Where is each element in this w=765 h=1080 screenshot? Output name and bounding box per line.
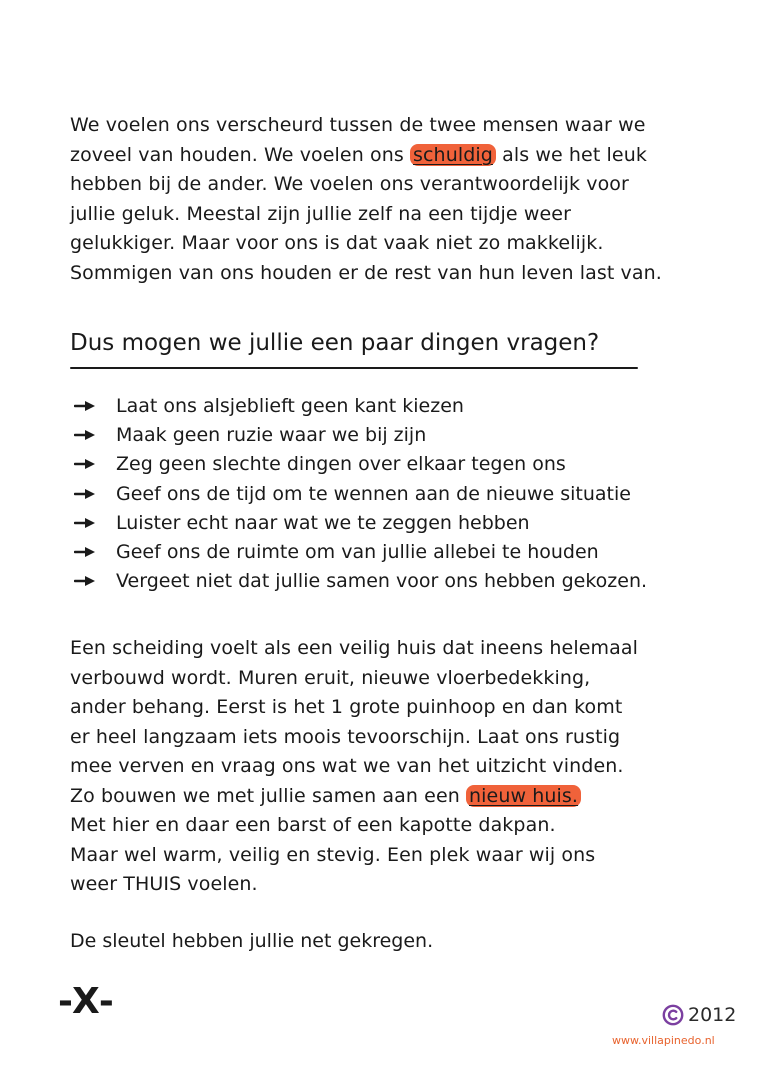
request-text: Geef ons de tijd om te wennen aan de nieuwe situatie bbox=[116, 482, 631, 505]
copyright-notice bbox=[662, 1004, 736, 1026]
intro-line-text: zoveel van houden. We voelen ons bbox=[70, 143, 404, 166]
intro-line: We voelen ons verscheurd tussen de twee mensen waar we bbox=[70, 114, 646, 136]
outro-line: Een scheiding voelt als een veilig huis dat ineens helemaal bbox=[70, 637, 638, 659]
list-item bbox=[74, 567, 647, 596]
outro-line: er heel langzaam iets moois tevoorschijn. Laat ons rustig bbox=[70, 725, 621, 748]
section-heading: Dus mogen we jullie een paar dingen vragen? bbox=[70, 330, 600, 356]
intro-line-text: als we het leuk bbox=[502, 143, 647, 166]
intro-line bbox=[70, 141, 730, 171]
highlight-schuldig: schuldig bbox=[410, 144, 496, 166]
list-item bbox=[74, 450, 647, 479]
list-item bbox=[74, 391, 647, 420]
outro-line bbox=[70, 782, 730, 812]
outro-line: verbouwd wordt. Muren eruit, nieuwe vloerbedekking, bbox=[70, 666, 591, 689]
outro-line: Maar wel warm, veilig en stevig. Een plek waar wij ons bbox=[70, 843, 596, 866]
outro-line: Met hier en daar een barst of een kapotte dakpan. bbox=[70, 814, 556, 836]
intro-line: Sommigen van ons houden er de rest van hun leven last van. bbox=[70, 261, 662, 284]
intro-line: hebben bij de ander. We voelen ons verantwoordelijk voor bbox=[70, 173, 629, 195]
request-text: Luister echt naar wat we te zeggen hebben bbox=[116, 511, 530, 534]
outro-line: weer THUIS voelen. bbox=[70, 873, 258, 895]
arrow-right-icon bbox=[74, 574, 96, 588]
intro-paragraph bbox=[70, 111, 730, 288]
arrow-right-icon bbox=[74, 545, 96, 559]
highlight-nieuw-huis: nieuw huis. bbox=[466, 785, 581, 807]
outro-line: mee verven en vraag ons wat we van het uitzicht vinden. bbox=[70, 755, 624, 777]
list-item bbox=[74, 479, 647, 508]
website-link[interactable]: www.villapinedo.nl bbox=[612, 1034, 715, 1047]
arrow-right-icon bbox=[74, 516, 96, 530]
list-item bbox=[74, 420, 647, 449]
copyright-icon bbox=[662, 1004, 684, 1026]
request-text: Zeg geen slechte dingen over elkaar tegen ons bbox=[116, 453, 566, 476]
request-text: Geef ons de ruimte om van jullie allebei te houden bbox=[116, 541, 599, 564]
request-text: Vergeet niet dat jullie samen voor ons hebben gekozen. bbox=[116, 570, 648, 593]
outro-paragraph bbox=[70, 634, 730, 900]
request-text: Laat ons alsjeblieft geen kant kiezen bbox=[116, 394, 464, 417]
requests-list bbox=[74, 391, 647, 596]
list-item bbox=[74, 537, 647, 566]
outro-line-text: Zo bouwen we met jullie samen aan een bbox=[70, 784, 460, 807]
arrow-right-icon bbox=[74, 457, 96, 471]
list-item bbox=[74, 508, 647, 537]
outro-line: ander behang. Eerst is het 1 grote puinhoop en dan komt bbox=[70, 696, 623, 718]
intro-line: jullie geluk. Meestal zijn jullie zelf na een tijdje weer bbox=[70, 202, 571, 225]
arrow-right-icon bbox=[74, 487, 96, 501]
intro-line: gelukkiger. Maar voor ons is dat vaak niet zo makkelijk. bbox=[70, 232, 604, 254]
copyright-year: 2012 bbox=[688, 1004, 737, 1026]
arrow-right-icon bbox=[74, 428, 96, 442]
request-text: Maak geen ruzie waar we bij zijn bbox=[116, 423, 427, 446]
arrow-right-icon bbox=[74, 399, 96, 413]
signature: -X- bbox=[58, 981, 116, 1022]
heading-underline bbox=[70, 367, 638, 369]
closing-line: De sleutel hebben jullie net gekregen. bbox=[70, 930, 434, 952]
